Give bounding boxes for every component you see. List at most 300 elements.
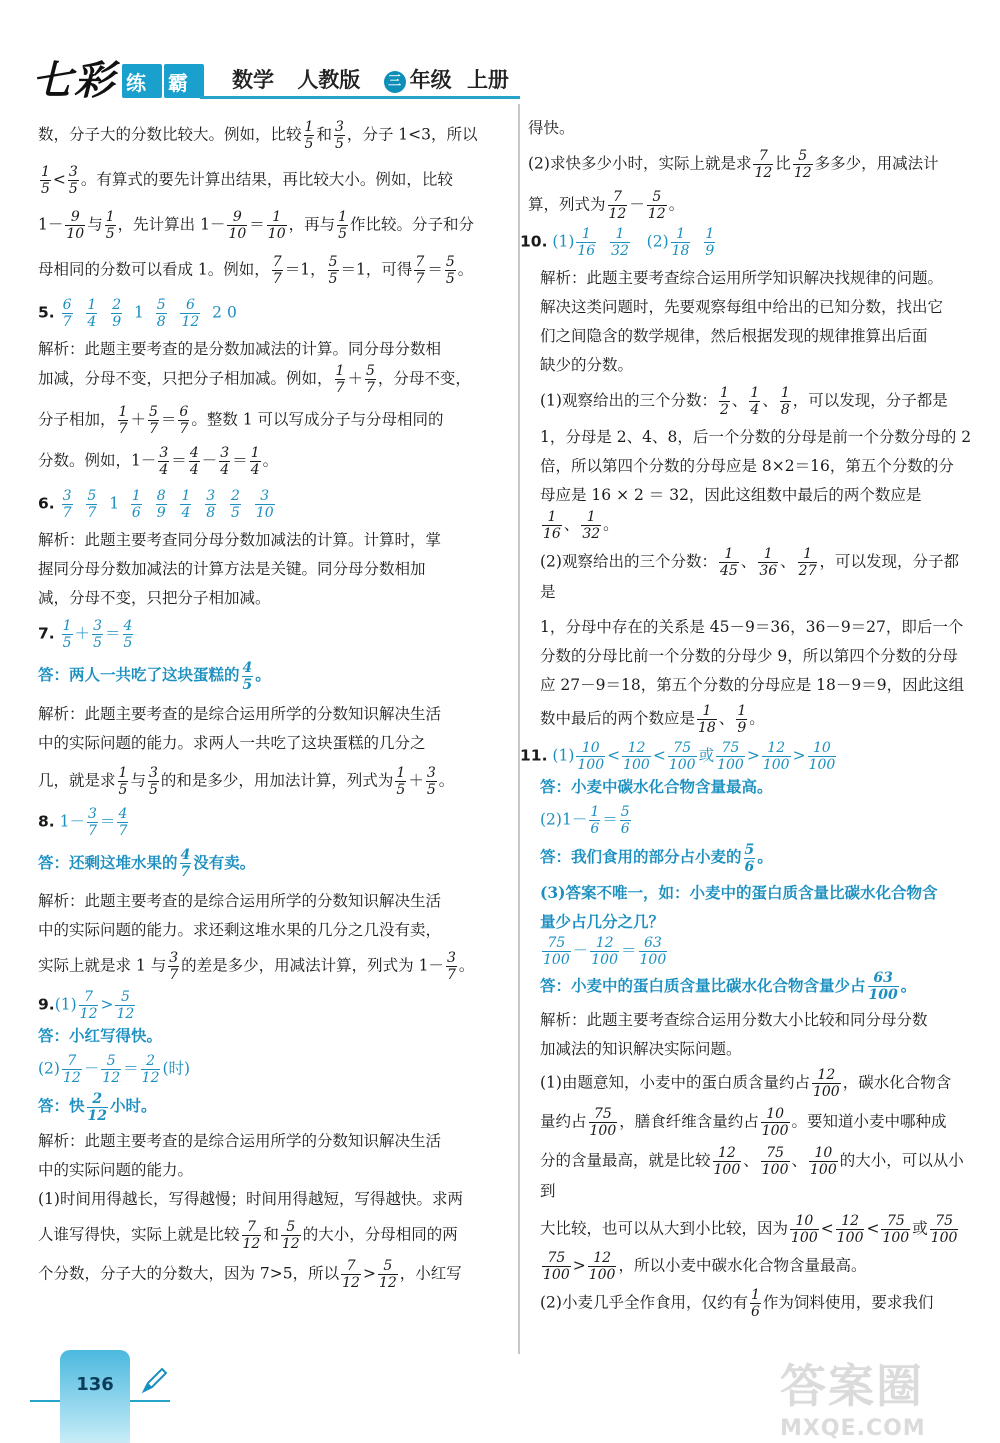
text-span: ＝	[123, 1059, 139, 1078]
fraction: $\frac{9}{10}$	[66, 209, 85, 242]
fraction: $\frac{4}{5}$	[242, 659, 253, 693]
text-line	[38, 1021, 513, 1050]
text-line	[38, 990, 513, 1021]
text-span: 、	[791, 1151, 808, 1170]
text-span: 。	[749, 709, 765, 728]
text-span: 小时。	[110, 1096, 157, 1115]
fraction: $\frac{3}{7}$	[169, 950, 179, 983]
fraction: $\frac{7}{12}$	[79, 989, 98, 1022]
text-line	[38, 584, 513, 613]
fraction: $\frac{5}{7}$	[148, 404, 158, 437]
text-span: 们之间隐含的数学规律，然后根据发现的规律推算出后面	[540, 327, 928, 345]
fraction: $\frac{1}{8}$	[780, 385, 790, 418]
fraction: $\frac{6}{7}$	[62, 297, 72, 330]
text-span: 中的实际问题的能力。求两人一共吃了这块蛋糕的几分之	[38, 733, 426, 752]
text-line	[38, 255, 513, 286]
text-line	[38, 335, 513, 364]
text-span: 答：小麦中的蛋白质含量比碳水化合物含量少占	[540, 975, 866, 995]
fraction: $\frac{5}{5}$	[328, 254, 338, 287]
fraction: $\frac{7}{12}$	[608, 189, 627, 222]
right-column	[520, 110, 973, 1320]
text-line	[540, 613, 973, 642]
text-span: 的差是多少，用减法计算，列式为 1－	[181, 956, 444, 975]
text-line	[38, 1156, 513, 1185]
text-line	[38, 210, 513, 241]
text-span: －	[572, 941, 589, 959]
text-span: 减，分母不变，只把分子相加减。	[38, 589, 271, 607]
fraction: $\frac{1}{7}$	[118, 404, 128, 437]
text-line	[540, 772, 973, 801]
fraction: $\frac{9}{10}$	[228, 209, 247, 242]
fraction: $\frac{1}{18}$	[671, 226, 690, 259]
text-span: 、	[780, 552, 796, 571]
text-line	[38, 1220, 513, 1251]
text-span: 、	[762, 391, 778, 410]
text-span: ＝	[620, 941, 637, 959]
text-span: 数，分子大的分数比较大。例如，比较	[38, 125, 302, 144]
fraction: $\frac{1}{16}$	[577, 226, 596, 259]
text-span: －	[629, 195, 645, 214]
header-rule	[200, 96, 520, 99]
text-span: 的大小，可以从小到	[540, 1151, 964, 1200]
text-span: 握同分母分数加减法的计算方法是关键。同分母分数相加	[38, 560, 426, 578]
text-span: ＝1，	[284, 260, 326, 279]
text-span: (1)	[552, 232, 575, 251]
text-span: 、	[740, 552, 757, 571]
fraction: $\frac{1}{36}$	[759, 546, 778, 579]
text-span: ＋	[408, 771, 424, 789]
text-span: 解析：此题主要考查的是综合运用所学的分数知识解决生活	[38, 892, 442, 910]
text-span: 解析：此题主要考查的是分数加减法的计算。同分母分数相	[38, 340, 442, 358]
text-span: ＋	[74, 624, 91, 643]
text-span: (3)答案不唯一，如：小麦中的蛋白质含量比碳水化合物含	[540, 882, 938, 902]
text-span: 的和是多少，用加法计算，列式为	[160, 771, 394, 789]
fraction: $\frac{1}{6}$	[750, 1287, 760, 1320]
fraction: $\frac{10}{100}$	[810, 1145, 837, 1178]
text-span: 数中最后的两个数应是	[540, 709, 696, 728]
text-span: 。	[262, 451, 279, 470]
text-span: 中的实际问题的能力。求还剩这堆水果的几分之几没有卖，	[38, 921, 442, 939]
page-number-tab	[60, 1350, 130, 1443]
fraction: $\frac{1}{6}$	[131, 488, 141, 521]
fraction: $\frac{75}{100}$	[543, 1250, 570, 1283]
text-line	[540, 293, 973, 322]
text-span: －	[201, 451, 218, 470]
text-span: 5.	[38, 303, 55, 322]
text-line	[540, 1068, 973, 1099]
fraction: $\frac{6}{12}$	[181, 297, 200, 330]
text-line	[540, 671, 973, 700]
text-span: －	[83, 1059, 100, 1078]
text-span: 。	[757, 847, 773, 866]
question-6	[38, 489, 513, 613]
text-span: ＝	[104, 624, 121, 643]
question-10	[520, 226, 973, 736]
svg-text:彩: 彩	[74, 57, 114, 104]
fraction: $\frac{4}{5}$	[123, 618, 133, 651]
text-span: 1－	[59, 812, 85, 830]
text-span: 作为饲料使用，要求我们	[762, 1293, 934, 1312]
text-line	[540, 1288, 973, 1319]
text-line	[520, 741, 973, 772]
fraction: $\frac{10}{100}$	[791, 1213, 818, 1246]
fraction: $\frac{3}{7}$	[62, 488, 72, 521]
page-header	[0, 0, 1000, 110]
fraction: $\frac{12}{100}$	[812, 1067, 840, 1100]
text-line	[540, 1006, 973, 1035]
text-span: 、	[743, 1151, 759, 1170]
text-span: 解析：此题主要考查综合运用所学知识解决找规律的问题。	[540, 269, 944, 287]
text-line	[38, 1259, 513, 1290]
text-span: 。有算式的要先计算出结果，再比较大小。例如，比较	[80, 170, 453, 189]
text-span: 解析：此题主要考查的是综合运用所学的分数知识解决生活	[38, 704, 442, 723]
fraction: $\frac{5}{8}$	[156, 297, 166, 330]
fraction: $\frac{5}{12}$	[378, 1257, 397, 1291]
watermark	[780, 1350, 990, 1440]
text-span: 1－	[38, 215, 64, 234]
fraction: $\frac{5}{12}$	[281, 1218, 300, 1252]
fraction: $\frac{5}{7}$	[365, 363, 375, 396]
text-line	[540, 1035, 973, 1064]
fraction: $\frac{1}{16}$	[543, 509, 561, 542]
text-line	[38, 951, 513, 982]
text-span: 母相同的分数可以看成 1。例如，	[38, 260, 270, 279]
text-span: 8.	[38, 812, 55, 830]
text-span: <	[607, 746, 621, 765]
text-span: ＝	[171, 451, 187, 470]
text-span: 得快。	[528, 119, 575, 137]
text-line	[38, 848, 513, 880]
text-span: 几，就是求	[38, 771, 116, 789]
svg-text:练: 练	[126, 71, 146, 95]
text-line	[540, 878, 973, 907]
fraction: $\frac{5}{12}$	[102, 1053, 121, 1086]
text-span: 。整数 1 可以写成分子与分母相同的	[191, 410, 444, 429]
fraction: $\frac{1}{5}$	[41, 164, 50, 197]
fraction: $\frac{3}{5}$	[68, 164, 78, 197]
text-span: 分数的分母比前一个分数的分母少 9，所以第四个分数的分母	[540, 647, 958, 665]
fraction: $\frac{10}{100}$	[808, 740, 836, 773]
text-span: 2 0	[212, 303, 237, 322]
text-line	[540, 547, 973, 607]
text-span: 答：快	[38, 1096, 85, 1115]
text-line	[38, 446, 513, 477]
fraction: $\frac{8}{9}$	[156, 488, 166, 521]
text-span: 。要知道小麦中哪种成	[791, 1112, 947, 1131]
text-span: 。	[458, 956, 475, 975]
text-span: ，膳食纤维含量约占	[619, 1112, 759, 1131]
text-line	[528, 114, 973, 143]
fraction: $\frac{3}{5}$	[148, 764, 158, 798]
text-span: 个分数，分子大的分数大，因为 7>5，所以	[38, 1264, 340, 1282]
text-span: 母应是 16 × 2 ＝ 32，因此这组数中最后的两个数应是	[540, 486, 922, 504]
fraction: $\frac{4}{4}$	[189, 445, 199, 478]
text-line	[38, 555, 513, 584]
text-line	[540, 386, 973, 417]
svg-text:霸: 霸	[168, 71, 188, 95]
fraction: $\frac{6}{7}$	[179, 404, 189, 437]
fraction: $\frac{75}{100}$	[589, 1106, 617, 1139]
text-span: ＋	[130, 410, 146, 429]
text-span: 1，分母中存在的关系是 45－9＝36，36－9＝27，即后一个	[540, 618, 964, 636]
question-5	[38, 298, 513, 477]
fraction: $\frac{1}{4}$	[750, 385, 760, 418]
fraction: $\frac{2}{5}$	[231, 488, 240, 521]
text-span: 11.	[520, 746, 548, 765]
fraction: $\frac{75}{100}$	[761, 1145, 789, 1178]
fraction: $\frac{75}{100}$	[930, 1213, 958, 1246]
text-line	[38, 660, 513, 692]
text-span: ＝	[99, 812, 116, 830]
fraction: $\frac{7}{12}$	[242, 1218, 261, 1252]
fraction: $\frac{4}{7}$	[118, 805, 128, 839]
text-span: ＝	[232, 451, 248, 470]
text-span: (2)	[38, 1059, 60, 1078]
svg-text:七: 七	[32, 57, 72, 104]
text-line	[540, 704, 973, 735]
text-line	[38, 405, 513, 436]
text-line	[528, 149, 973, 180]
text-span: >	[792, 746, 806, 765]
fraction: $\frac{3}{10}$	[255, 488, 274, 521]
text-line	[540, 1214, 973, 1245]
text-line	[540, 322, 973, 351]
text-span: 与	[130, 771, 146, 789]
text-span: 答：我们食用的部分占小麦的	[540, 847, 742, 866]
text-span: 和	[263, 1225, 279, 1243]
fraction: $\frac{1}{5}$	[338, 209, 348, 242]
fraction: $\frac{3}{5}$	[334, 119, 344, 152]
fraction: $\frac{1}{7}$	[335, 363, 345, 396]
text-span: ＝	[602, 810, 618, 829]
text-line	[38, 526, 513, 555]
fraction: $\frac{1}{4}$	[87, 297, 97, 330]
fraction: $\frac{3}{7}$	[446, 950, 456, 983]
text-line	[540, 510, 973, 541]
fraction: $\frac{7}{12}$	[754, 148, 773, 181]
text-span: >	[572, 1256, 586, 1275]
text-span: >	[362, 1264, 376, 1282]
text-line	[38, 489, 513, 520]
text-span: ＝	[160, 410, 177, 429]
text-span: (2)1－	[540, 810, 588, 829]
text-span: ，可以发现，分子都是	[540, 552, 959, 601]
text-line	[38, 729, 513, 758]
brand-logo	[30, 52, 210, 108]
fraction: $\frac{1}{5}$	[105, 209, 115, 242]
text-line	[540, 971, 973, 1003]
fraction: $\frac{10}{100}$	[577, 740, 605, 773]
text-span: 或	[912, 1219, 928, 1238]
text-span: ，碳水化合物含	[842, 1073, 952, 1092]
text-span: (1)	[552, 746, 575, 765]
fraction: $\frac{5}{12}$	[647, 189, 666, 222]
text-line	[540, 481, 973, 510]
fraction: $\frac{3}{5}$	[93, 618, 102, 651]
text-span: 解析：此题主要考查的是综合运用所学的分数知识解决生活	[38, 1131, 442, 1150]
question-8	[38, 807, 513, 983]
fraction: $\frac{3}{4}$	[159, 445, 169, 478]
fraction: $\frac{1}{9}$	[705, 226, 715, 259]
fraction: $\frac{7}{7}$	[272, 254, 282, 287]
text-line	[520, 227, 973, 258]
fraction: $\frac{5}{6}$	[620, 804, 630, 837]
text-span: (1)观察给出的三个分数：	[540, 391, 717, 410]
fraction: $\frac{1}{6}$	[590, 804, 600, 837]
text-span: (1)时间用得越长，写得越慢；时间用得越短，写得越快。求两	[38, 1189, 463, 1208]
question-11	[520, 740, 973, 1320]
fraction: $\frac{5}{12}$	[116, 989, 135, 1022]
text-span: 缺少的分数。	[540, 356, 634, 374]
text-span: ，先计算出 1－	[117, 215, 226, 234]
fraction: $\frac{1}{5}$	[118, 764, 128, 798]
text-line	[38, 766, 513, 797]
text-span: 1	[109, 494, 120, 513]
fraction: $\frac{2}{12}$	[141, 1053, 160, 1086]
text-span: 7.	[38, 624, 55, 643]
fraction: $\frac{63}{100}$	[639, 934, 667, 968]
text-span: 。	[900, 975, 917, 995]
text-span: 答：小麦中碳水化合物含量最高。	[540, 777, 773, 796]
pencil-icon	[140, 1365, 170, 1395]
text-span: ＝	[249, 215, 265, 234]
text-line	[38, 807, 513, 838]
text-line	[38, 916, 513, 945]
text-span: ＝	[427, 260, 443, 279]
text-line	[540, 642, 973, 671]
text-span: 加减法的知识解决实际问题。	[540, 1040, 742, 1058]
text-span: 。	[438, 771, 455, 789]
text-line	[38, 120, 513, 151]
fraction: $\frac{63}{100}$	[868, 970, 898, 1003]
fraction: $\frac{1}{32}$	[611, 226, 629, 259]
text-span: (2)小麦几乎全作食用，仅约有	[540, 1293, 748, 1312]
text-span: (2)观察给出的三个分数：	[540, 552, 717, 571]
text-span: ，分母不变，	[377, 369, 471, 388]
text-span: 答：两人一共吃了这块蛋糕的	[38, 665, 240, 684]
text-span: ＋	[347, 369, 363, 388]
text-span: <	[820, 1219, 834, 1238]
fraction: $\frac{1}{2}$	[719, 385, 729, 418]
fraction: $\frac{3}{5}$	[426, 764, 436, 798]
text-span: 和	[316, 125, 332, 144]
text-span: 或	[698, 746, 715, 765]
fraction: $\frac{1}{5}$	[304, 119, 314, 152]
header-title	[232, 64, 525, 94]
fraction: $\frac{1}{5}$	[396, 764, 406, 798]
text-span: 。	[457, 260, 474, 279]
fraction: $\frac{1}{27}$	[798, 546, 817, 579]
fraction: $\frac{7}{12}$	[62, 1053, 81, 1086]
text-span: >	[746, 746, 760, 765]
edition-label: 人教版	[297, 68, 361, 92]
text-span: 分的含量最高，就是比较	[540, 1151, 711, 1170]
text-span: 9.	[38, 995, 55, 1014]
text-line	[540, 1251, 973, 1282]
text-span: 分子相加，	[38, 410, 116, 429]
text-span: 10.	[520, 232, 548, 251]
text-line	[528, 190, 973, 221]
text-span: 人谁写得快，实际上就是比较	[38, 1225, 240, 1243]
watermark-url: MXQE.COM	[780, 1416, 926, 1441]
fraction: $\frac{3}{4}$	[220, 445, 230, 478]
fraction: $\frac{1}{4}$	[250, 445, 260, 478]
text-span: ，分子 1<3，所以	[346, 125, 478, 144]
text-span: 答：小红写得快。	[38, 1026, 163, 1045]
fraction: $\frac{5}{12}$	[793, 148, 812, 181]
fraction: $\frac{1}{45}$	[719, 546, 738, 579]
text-span: 大比较，也可以从大到小比较，因为	[540, 1219, 789, 1238]
text-span: 与	[87, 215, 103, 234]
fraction: $\frac{5}{7}$	[87, 488, 97, 521]
text-span: 解决这类问题时，先要观察每组中给出的已知分数，找出它	[540, 298, 944, 316]
fraction: $\frac{1}{9}$	[737, 703, 747, 736]
text-span: 1，分母是 2、4、8，后一个分数的分母是前一个分数分母的 2	[540, 428, 972, 446]
column-divider	[518, 104, 520, 1354]
text-span: 。	[668, 195, 685, 214]
text-span: 比	[775, 154, 791, 173]
watermark-title: 答案圈	[780, 1359, 924, 1413]
fraction: $\frac{75}{100}$	[668, 740, 696, 773]
fraction: $\frac{2}{9}$	[112, 297, 122, 330]
text-span: (2)	[646, 232, 669, 251]
text-span: 多多少，用减法计	[814, 154, 939, 173]
text-span: <	[52, 170, 66, 189]
text-span: 没有卖。	[193, 852, 256, 872]
text-span: 应 27－9＝18，第五个分数的分母应是 18－9＝9，因此这组	[540, 676, 965, 694]
question-9	[38, 990, 513, 1290]
text-span: <	[652, 746, 666, 765]
text-span: 的大小，分母相同的两	[302, 1225, 458, 1243]
text-span: 量少占几分之几？	[540, 911, 665, 931]
text-line	[38, 700, 513, 729]
text-span: 解析：此题主要考查同分母分数加减法的计算。计算时，掌	[38, 531, 442, 549]
text-span: 解析：此题主要考查综合运用分数大小比较和同分母分数	[540, 1011, 928, 1029]
fraction: $\frac{12}{100}$	[762, 740, 790, 773]
fraction: $\frac{75}{100}$	[717, 740, 744, 773]
text-line	[540, 936, 973, 967]
text-span: 中的实际问题的能力。	[38, 1160, 194, 1179]
text-span: 分数。例如，1－	[38, 451, 157, 470]
text-line	[38, 1091, 513, 1123]
text-span: >	[100, 995, 114, 1014]
fraction: $\frac{3}{7}$	[88, 805, 97, 839]
text-span: 1	[133, 303, 144, 322]
text-span: <	[866, 1219, 880, 1238]
grade-label: 年级	[409, 68, 452, 92]
text-span: (1)由题意知，小麦中的蛋白质含量约占	[540, 1073, 810, 1092]
text-line	[540, 264, 973, 293]
page-number: 136	[76, 1374, 114, 1395]
volume-label: 上册	[466, 68, 509, 92]
text-span: (2)求快多少小时，实际上就是求	[528, 154, 752, 173]
text-span: 实际上就是求 1 与	[38, 956, 167, 975]
text-line	[540, 452, 973, 481]
text-line	[540, 1107, 973, 1138]
fraction: $\frac{7}{7}$	[415, 254, 425, 287]
text-span: (时)	[162, 1059, 191, 1078]
fraction: $\frac{1}{10}$	[267, 209, 286, 242]
text-span: 、	[563, 515, 580, 534]
fraction: $\frac{3}{8}$	[206, 488, 216, 521]
text-line	[38, 619, 513, 650]
text-span: 。	[603, 515, 619, 534]
fraction: $\frac{12}{100}$	[591, 934, 618, 968]
text-line	[540, 842, 973, 874]
fraction: $\frac{2}{12}$	[87, 1090, 107, 1124]
fraction: $\frac{12}{100}$	[623, 740, 650, 773]
text-span: ，再与	[288, 215, 336, 234]
